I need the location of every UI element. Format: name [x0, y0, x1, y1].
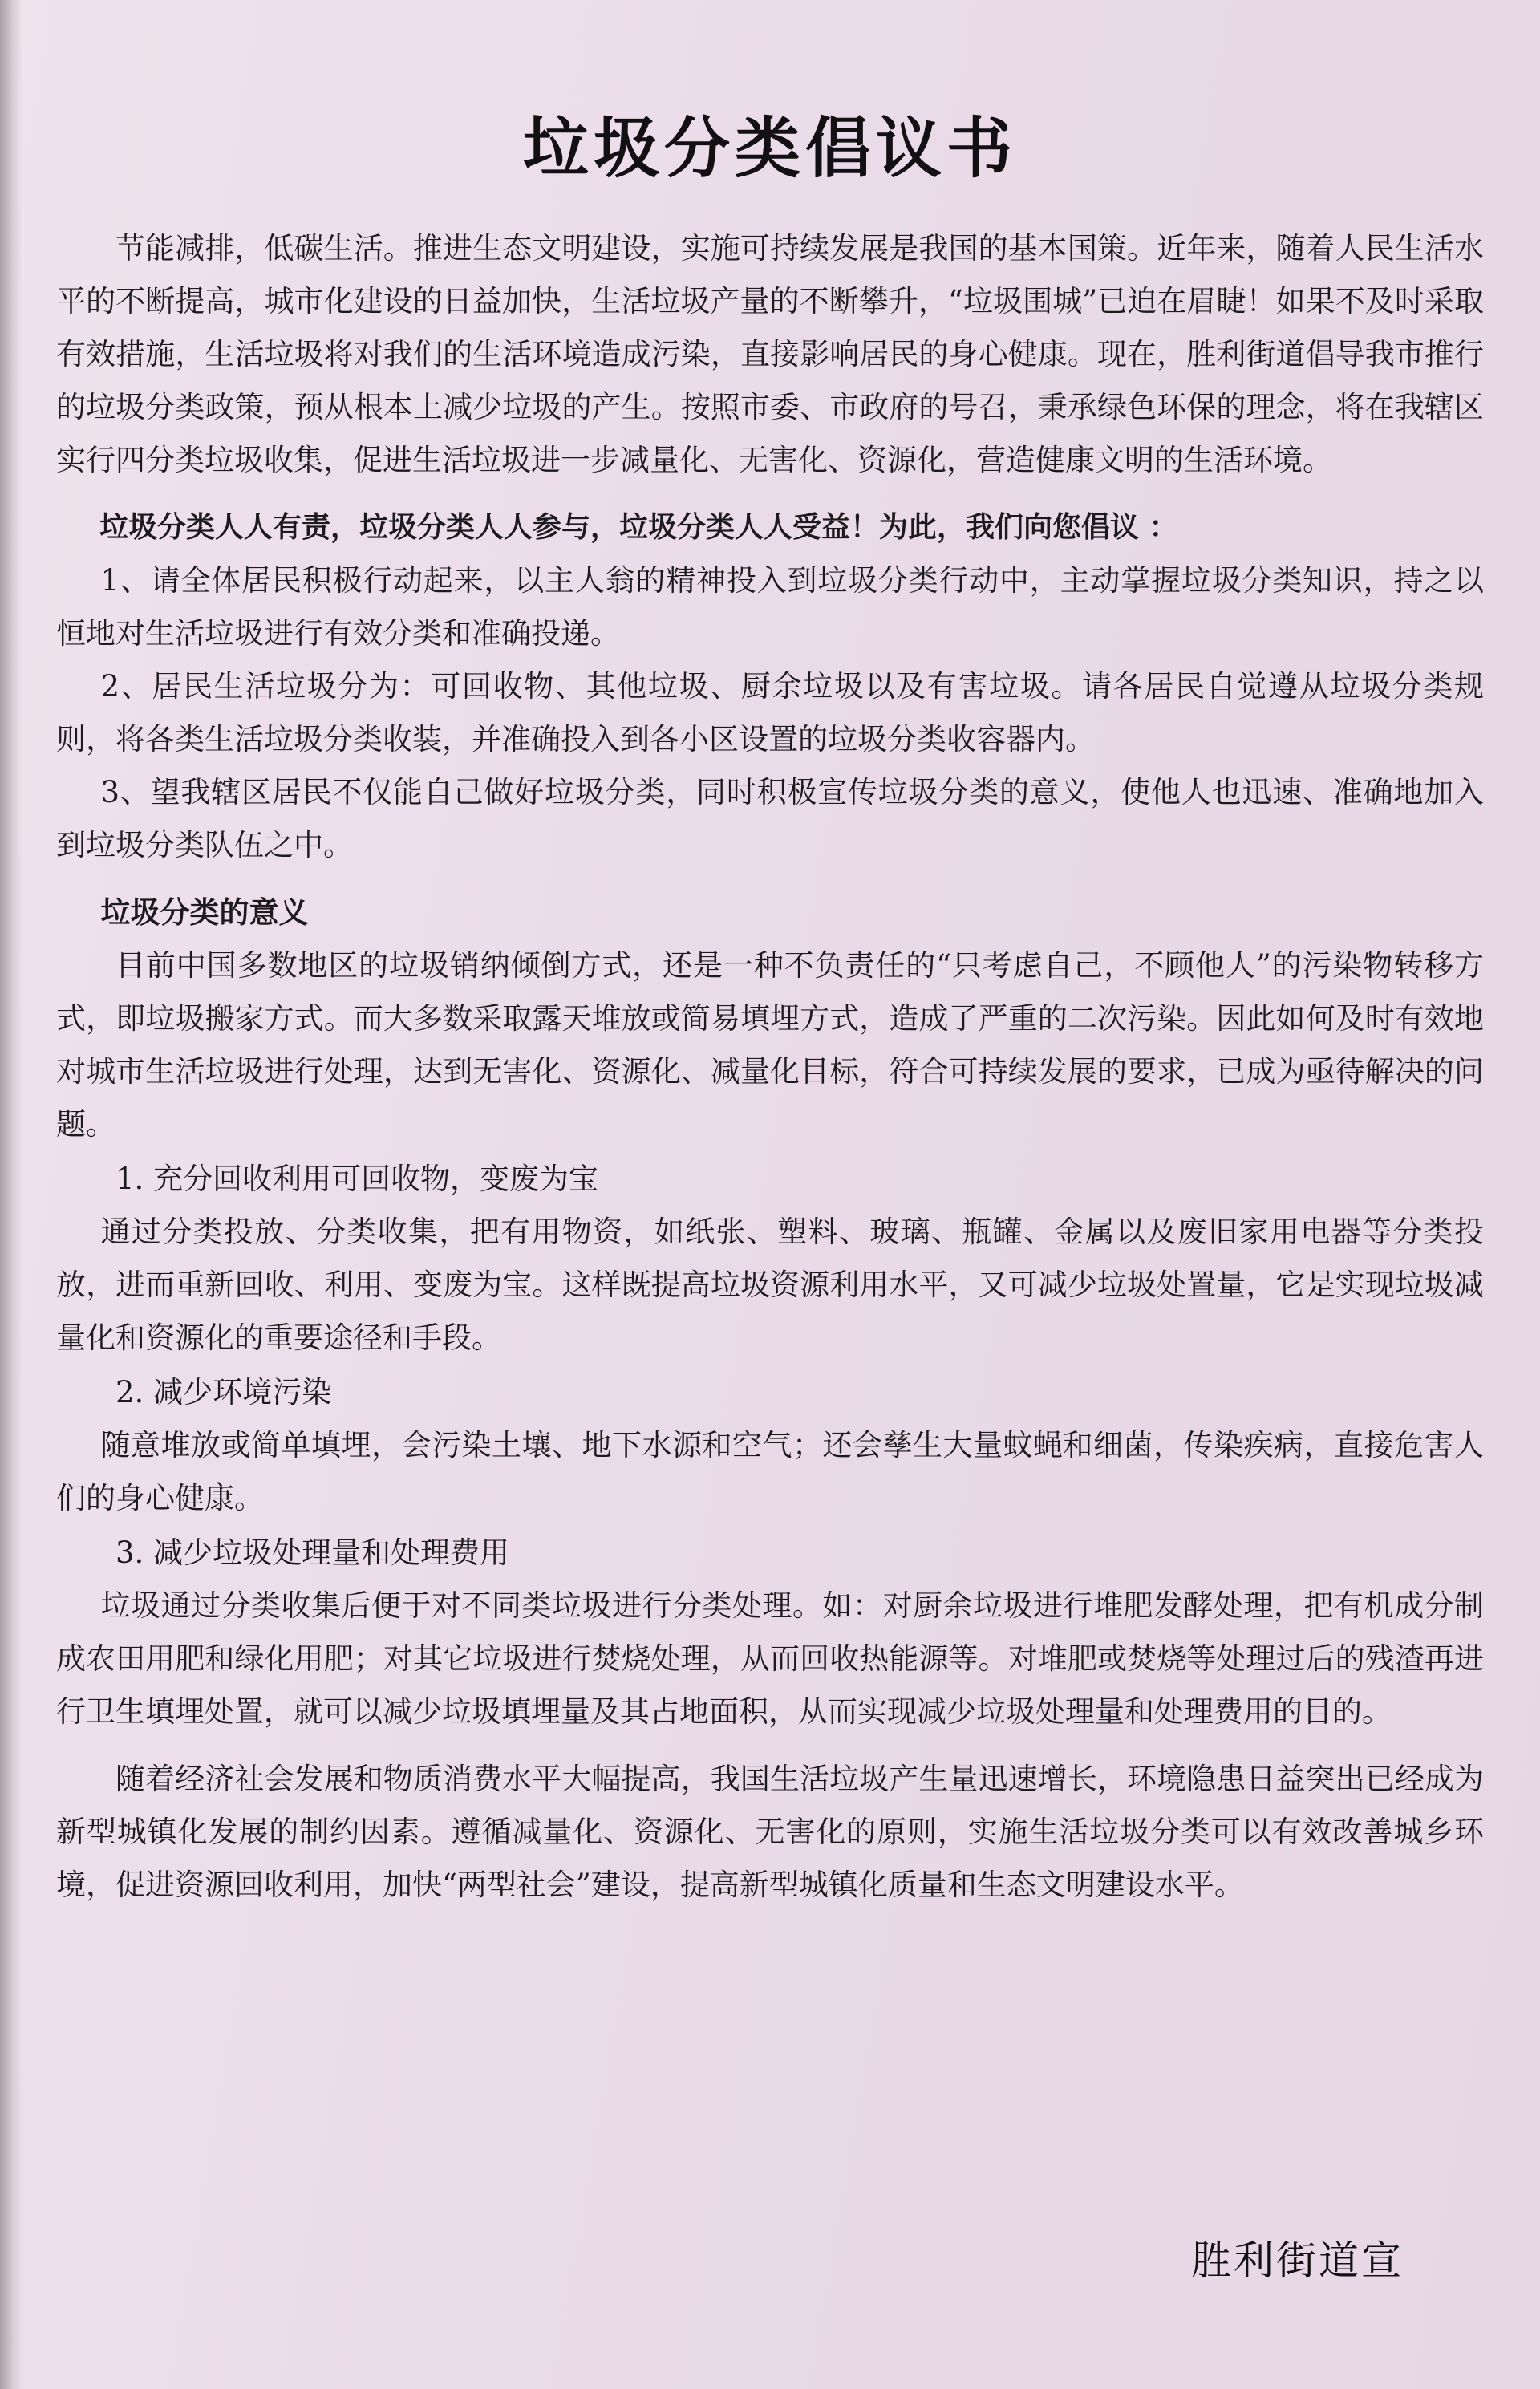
significance-intro: 目前中国多数地区的垃圾销纳倾倒方式，还是一种不负责任的“只考虑自己，不顾他人”的污染物转移方式，即垃圾搬家方式。而大多数采取露天堆放或简易填埋方式，造成了严重的二次污染。因此如何及时有效地对城市生活垃圾进行处理，达到无害化、资源化、减量化目标，符合可持续发展的要求，已成为亟待解决的问题。: [56, 948, 1484, 1142]
proposal-lead: 垃圾分类人人有责，垃圾分类人人参与，垃圾分类人人受益！为此，我们向您倡议 ：: [99, 511, 1178, 544]
proposal-item-3: 3、望我辖区居民不仅能自己做好垃圾分类，同时积极宣传垃圾分类的意义，使他人也迅速、准确地加入到垃圾分类队伍之中。: [56, 775, 1484, 862]
point-3-heading: 3. 减少垃圾处理量和处理费用: [116, 1535, 510, 1570]
paper-edge-shadow: [0, 0, 22, 2389]
intro-paragraph: 节能减排，低碳生活。推进生态文明建设，实施可持续发展是我国的基本国策。近年来，随着人民生活水平的不断提高，城市化建设的日益加快，生活垃圾产量的不断攀升，“垃圾围城”已迫在眉睫！如果不及时采取有效措施，生活垃圾将对我们的生活环境造成污染，直接影响居民的身心健康。现在，胜利街道倡导我市推行的垃圾分类政策，预从根本上减少垃圾的产生。按照市委、市政府的号召，秉承绿色环保的理念，将在我辖区实行四分类垃圾收集，促进生活垃圾进一步减量化、无害化、资源化，营造健康文明的生活环境。: [56, 231, 1484, 477]
document-title: 垃圾分类倡议书: [522, 111, 1017, 187]
significance-heading: 垃圾分类的意义: [100, 895, 309, 930]
point-1-text: 通过分类投放、分类收集，把有用物资，如纸张、塑料、玻璃、瓶罐、金属以及废旧家用电器等分类投放，进而重新回收、利用、变废为宝。这样既提高垃圾资源利用水平，又可减少垃圾处置量，它是实现垃圾减量化和资源化的重要途径和手段。: [56, 1215, 1484, 1355]
point-2-heading: 2. 减少环境污染: [116, 1375, 332, 1409]
conclusion-paragraph: 随着经济社会发展和物质消费水平大幅提高，我国生活垃圾产生量迅速增长，环境隐患日益突出已经成为新型城镇化发展的制约因素。遵循减量化、资源化、无害化的原则，实施生活垃圾分类可以有效改善城乡环境，促进资源回收利用，加快“两型社会”建设，提高新型城镇化质量和生态文明建设水平。: [56, 1762, 1484, 1902]
point-1-heading: 1. 充分回收利用可回收物，变废为宝: [116, 1162, 599, 1196]
signature: 胜利街道宣: [1191, 2237, 1404, 2284]
document-body: [56, 96, 1484, 1912]
proposal-item-2: 2、居民生活垃圾分为：可回收物、其他垃圾、厨余垃圾以及有害垃圾。请各居民自觉遵从垃圾分类规则，将各类生活垃圾分类收装，并准确投入到各小区设置的垃圾分类收容器内。: [56, 669, 1484, 756]
proposal-item-1: 1、请全体居民积极行动起来，以主人翁的精神投入到垃圾分类行动中，主动掌握垃圾分类知识，持之以恒地对生活垃圾进行有效分类和准确投递。: [56, 563, 1484, 651]
point-3-text: 垃圾通过分类收集后便于对不同类垃圾进行分类处理。如：对厨余垃圾进行堆肥发酵处理，把有机成分制成农田用肥和绿化用肥；对其它垃圾进行焚烧处理，从而回收热能源等。对堆肥或焚烧等处理过后的残渣再进行卫生填埋处置，就可以减少垃圾填埋量及其占地面积，从而实现减少垃圾处理量和处理费用的目的。: [56, 1588, 1484, 1729]
point-2-text: 随意堆放或简单填埋，会污染土壤、地下水源和空气；还会孳生大量蚊蝇和细菌，传染疾病，直接危害人们的身心健康。: [56, 1428, 1484, 1515]
